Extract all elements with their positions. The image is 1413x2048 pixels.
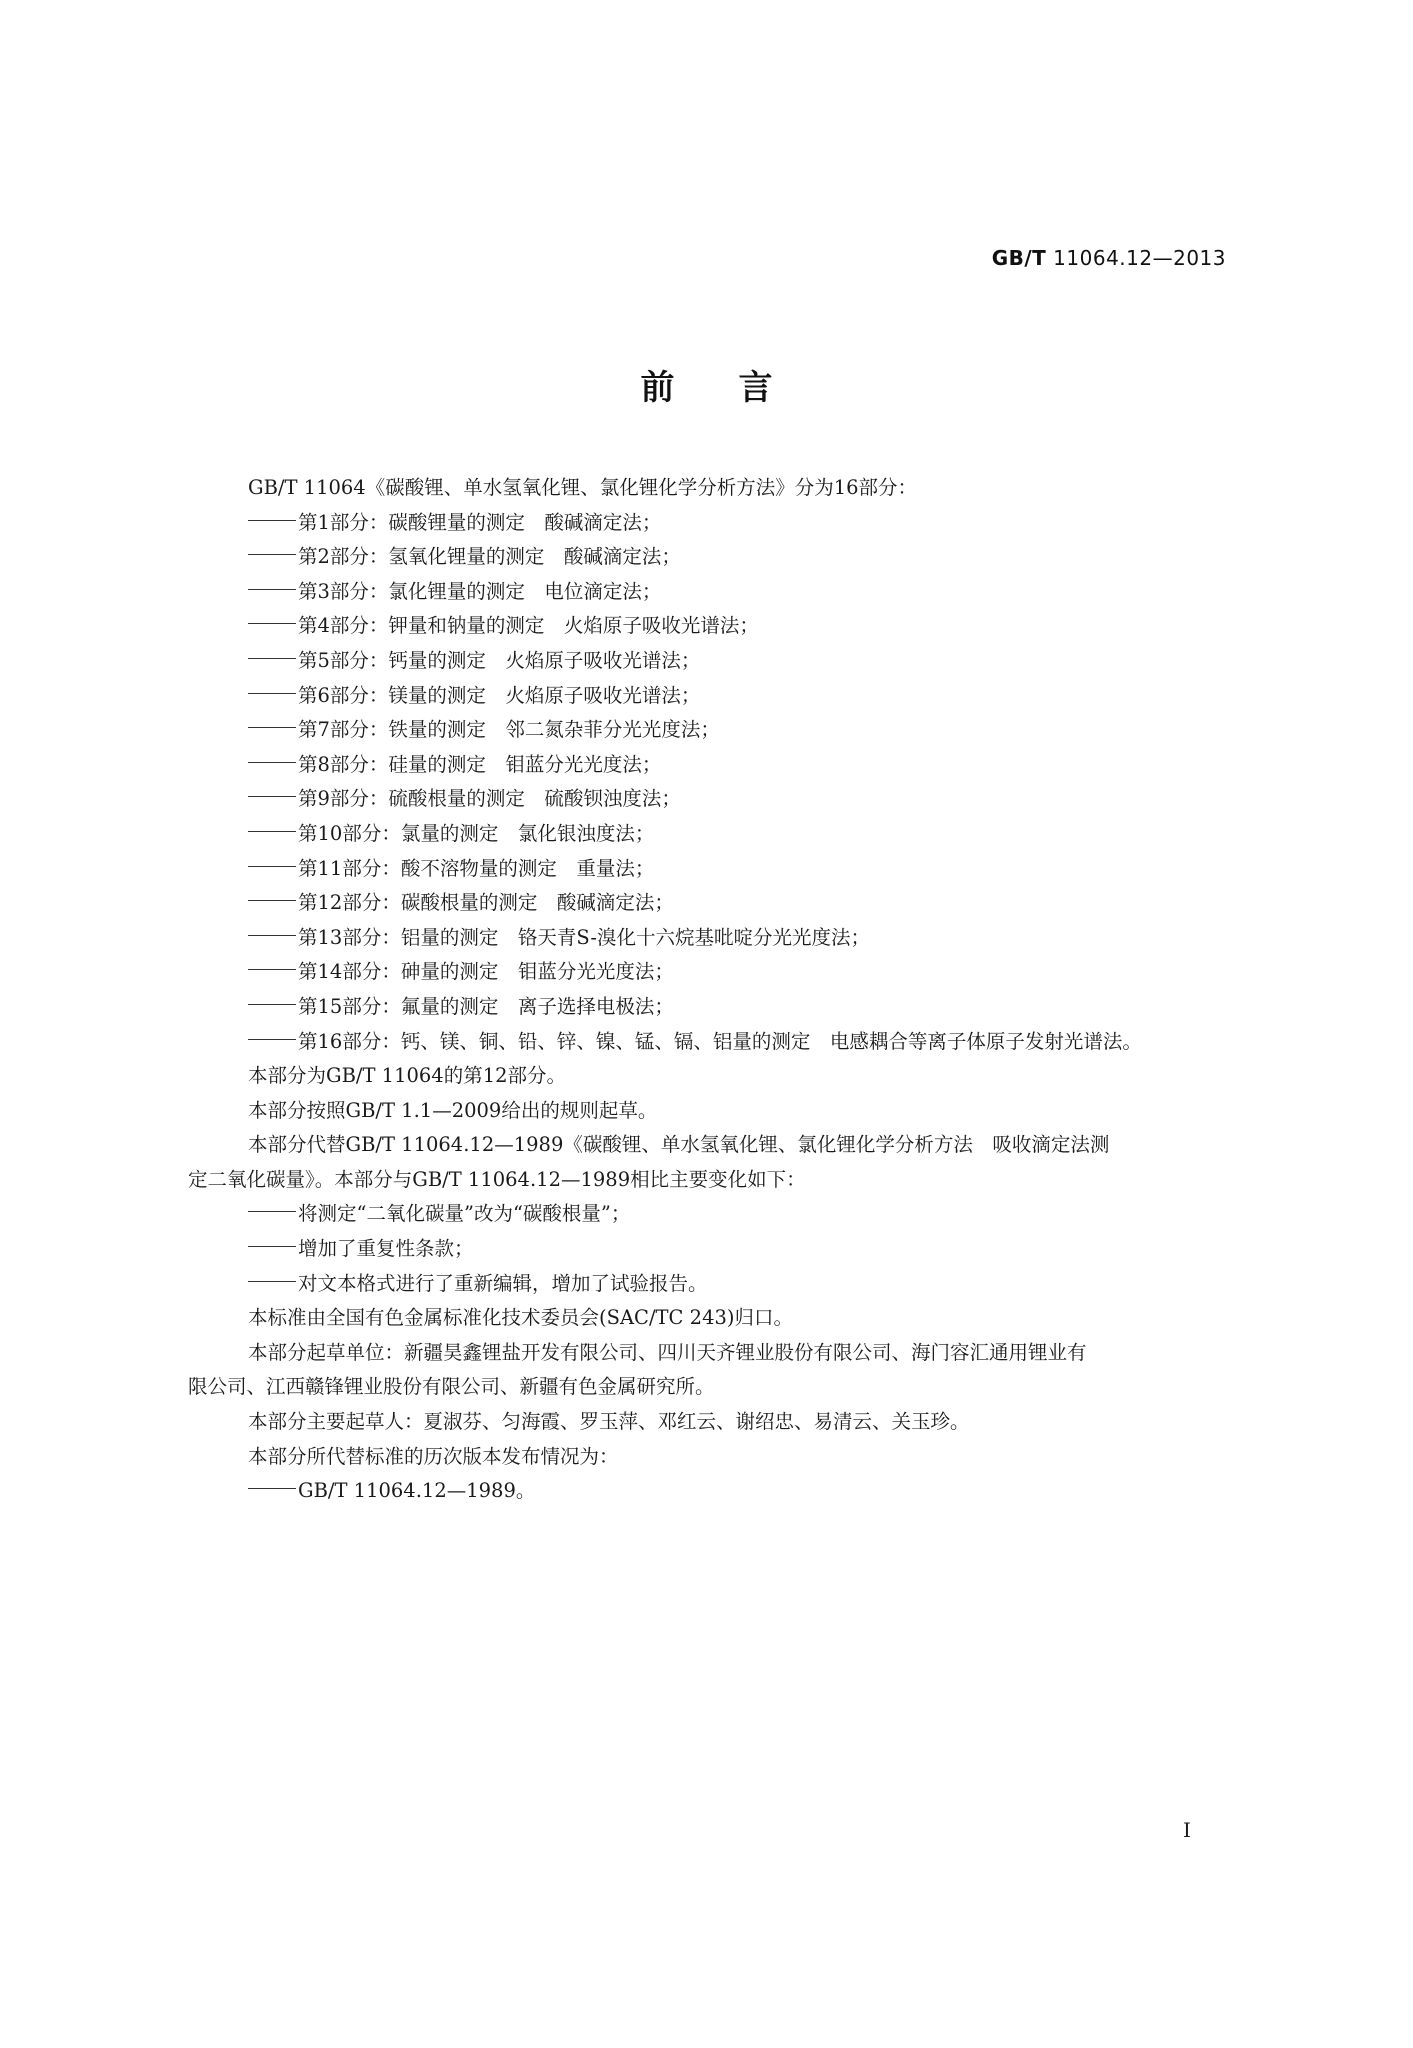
history-statement: 本部分所代替标准的历次版本发布情况为： [248,1444,619,1468]
dash-mark [248,554,296,555]
rules-statement: 本部分按照GB/T 1.1—2009给出的规则起草。 [248,1098,658,1122]
list-item: 第1部分：碳酸锂量的测定 酸碱滴定法； [188,506,1228,541]
dash-mark [248,762,296,763]
drafting-units-line2: 限公司、江西赣锋锂业股份有限公司、新疆有色金属研究所。 [188,1375,715,1399]
dash-mark [248,1246,296,1247]
dash-mark [248,1004,296,1005]
change-item: 增加了重复性条款； [188,1232,1228,1267]
dash-mark [248,727,296,728]
part-statement: 本部分为GB/T 11064的第12部分。 [248,1064,567,1088]
list-item: 第4部分：钾量和钠量的测定 火焰原子吸收光谱法； [188,609,1228,644]
list-item: 第7部分：铁量的测定 邻二氮杂菲分光光度法； [188,713,1228,748]
list-item: 第2部分：氢氧化锂量的测定 酸碱滴定法； [188,540,1228,575]
dash-mark [248,1281,296,1282]
change-item: 对文本格式进行了重新编辑，增加了试验报告。 [188,1267,1228,1302]
list-item: 第14部分：砷量的测定 钼蓝分光光度法； [188,955,1228,990]
dash-mark [248,831,296,832]
main-drafters: 本部分主要起草人：夏淑芬、匀海霞、罗玉萍、邓红云、谢绍忠、易清云、关玉珍。 [248,1410,970,1434]
list-item: 第10部分：氯量的测定 氯化银浊度法； [188,817,1228,852]
dash-mark [248,969,296,970]
list-item: 第15部分：氟量的测定 离子选择电极法； [188,990,1228,1025]
replacement-statement-line2: 定二氧化碳量》。本部分与GB/T 11064.12—1989相比主要变化如下： [188,1167,806,1191]
list-item: 第11部分：酸不溶物量的测定 重量法； [188,852,1228,887]
replacement-statement-line1: 本部分代替GB/T 11064.12—1989《碳酸锂、单水氢氧化锂、氯化锂化学分析方法 吸收滴定法测 [248,1133,1110,1157]
dash-mark [248,623,296,624]
list-item: 第3部分：氯化锂量的测定 电位滴定法； [188,575,1228,610]
dash-mark [248,1039,296,1040]
page-title: 前言 [640,368,837,408]
list-item: 第13部分：铝量的测定 铬天青S-溴化十六烷基吡啶分光光度法； [188,921,1228,956]
standard-prefix: GB/T [991,246,1047,270]
dash-mark [248,866,296,867]
foreword-body [188,471,1228,1509]
dash-mark [248,658,296,659]
standard-code [992,246,1226,270]
dash-mark [248,589,296,590]
history-item: GB/T 11064.12—1989。 [188,1474,1228,1509]
change-item: 将测定“二氧化碳量”改为“碳酸根量”； [188,1197,1228,1232]
dash-mark [248,693,296,694]
intro-paragraph: GB/T 11064《碳酸锂、单水氢氧化锂、氯化锂化学分析方法》分为16部分： [248,476,918,499]
page-number: I [1183,1818,1191,1842]
standard-number: 11064.12—2013 [1053,246,1226,270]
committee-statement: 本标准由全国有色金属标准化技术委员会(SAC/TC 243)归口。 [248,1306,793,1330]
list-item: 第9部分：硫酸根量的测定 硫酸钡浊度法； [188,782,1228,817]
list-item: 第12部分：碳酸根量的测定 酸碱滴定法； [188,886,1228,921]
dash-mark [248,900,296,901]
dash-mark [248,1211,296,1212]
dash-mark [248,796,296,797]
list-item: 第8部分：硅量的测定 钼蓝分光光度法； [188,748,1228,783]
dash-mark [248,1488,296,1489]
list-item: 第6部分：镁量的测定 火焰原子吸收光谱法； [188,679,1228,714]
dash-mark [248,520,296,521]
dash-mark [248,935,296,936]
drafting-units-line1: 本部分起草单位：新疆昊鑫锂盐开发有限公司、四川天齐锂业股份有限公司、海门容汇通用锂业有 [248,1340,1087,1364]
list-item: 第5部分：钙量的测定 火焰原子吸收光谱法； [188,644,1228,679]
list-item: 第16部分：钙、镁、铜、铅、锌、镍、锰、镉、铝量的测定 电感耦合等离子体原子发射光谱法。 [188,1025,1228,1060]
